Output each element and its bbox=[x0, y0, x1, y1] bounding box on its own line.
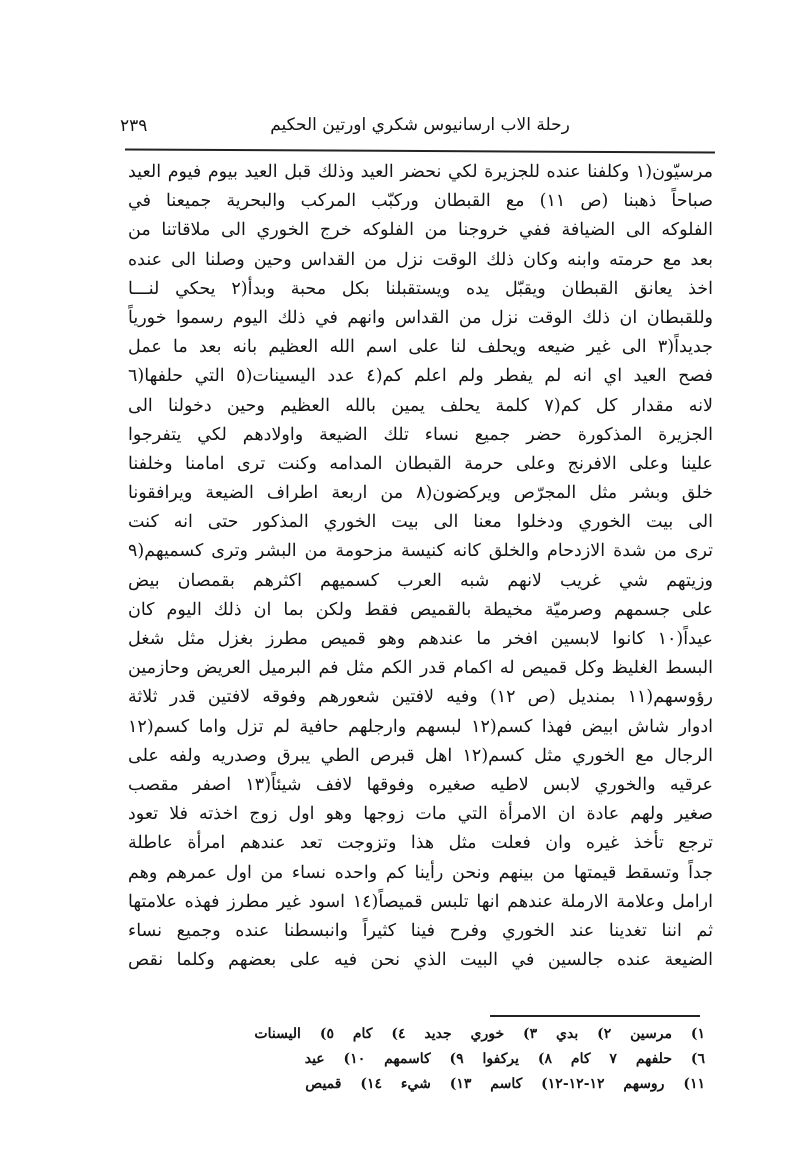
text-line: اخذ يعانق القبطان ويقبّل يده ويستقبلنا بكل محبة وبدأ(٢ يحكي لنـــا bbox=[128, 278, 713, 299]
text-line: ادوار شاش ابيض فهذا كسم(١٢ لبسهم وارجلهم حافية لم تزل واما كسم(١٢ bbox=[128, 716, 713, 737]
page-number: ٢٣٩ bbox=[120, 116, 148, 136]
text-line: الى بيت الخوري ودخلوا معنا الى بيت الخوري المذكور حتى انه كنت bbox=[128, 512, 713, 533]
footnote-rule bbox=[490, 1015, 700, 1017]
text-line: الجزيرة المذكورة حضر جميع نساء تلك الضيعة واولادهم لكي يتفرجوا bbox=[128, 424, 713, 445]
text-line: رؤوسهم(١١ بمنديل (ص ١٢) وفيه لافتين شعورهم وفوقه لافتين قدر ثلاثة bbox=[128, 687, 713, 708]
text-line: ارامل وعلامة الارملة عندهم انها تلبس قميصاً(١٤ اسود غير مطرز فهذه علامتها bbox=[128, 891, 713, 912]
footnote-line: ٦) حلفهم ٧ كام ٨) يركفوا ٩) كاسمهم ١٠) عيد bbox=[304, 1051, 705, 1067]
text-line: الضيعة عنده جالسين في البيت الذي نحن فيه على بعضهم وكلما نقص bbox=[128, 950, 713, 971]
text-line: وزيتهم شي غريب لانهم شبه العرب كسميهم اكثرهم بقمصان بيض bbox=[128, 570, 713, 591]
text-line: جداً وتسقط قيمتها من بينهم ونحن رأينا كم واحده نساء من اول عمرهم وهم bbox=[128, 862, 713, 883]
text-line: خلق وبشر مثل المجرّص ويركضون(٨ من اربعة اطراف الضيعة ويرافقونا bbox=[128, 483, 713, 504]
text-line: علينا وعلى الافرنج وعلى حرمة القبطان المدامه وكنت ترى امامنا وخلفنا bbox=[128, 453, 713, 474]
text-line: الرجال مع الخوري مثل كسم(١٢ اهل قبرص الطي يبرق وصدريه ولفه على bbox=[128, 745, 713, 766]
text-line: ثم اننا تغدينا عند الخوري وفرح فينا كثيراً وانبسطنا عنده وجميع نساء bbox=[128, 920, 713, 941]
text-line: عيداً(١٠ كانوا لابسين افخر ما عندهم وهو قميص مطرز بغزل مثل شغل bbox=[128, 629, 713, 649]
text-line: البسط الغليظ وكل قميص له اكمام قدر الكم مثل فم البرميل العريض وحازمين bbox=[128, 658, 713, 679]
footnote-line: ١) مرسين ٢) بدي ٣) خوري جديد ٤) كام ٥) اليسنات bbox=[254, 1026, 705, 1042]
text-line: بعد مع حرمته وابنه وكان ذلك الوقت نزل من القداس وحين وصلنا الى عنده bbox=[128, 249, 713, 270]
text-line: فصح العيد اي انه لم يفطر ولم اعلم كم(٤ عدد اليسينات(٥ التي حلفها(٦ bbox=[128, 366, 713, 387]
text-line: ترى من شدة الازدحام والخلق كانه كنيسة مزحومة من البشر وترى كسميهم(٩ bbox=[128, 541, 713, 562]
text-line: ترجع تأخذ غيره وان فعلت مثل هذا وتزوجت تعد عندهم امرأة عاطلة bbox=[128, 833, 713, 854]
text-line: صباحاً ذهبنا (ص ١١) مع القبطان وركبّب المركب والبحرية جميعنا في bbox=[128, 191, 713, 212]
text-line: جديداً(٣ الى غير ضيعه ويحلف لنا على اسم الله العظيم بانه بعد ما عمل bbox=[128, 337, 713, 358]
header-rule bbox=[125, 148, 715, 153]
text-line: وللقبطان ان ذلك الوقت نزل من القداس وانهم في ذلك اليوم رسموا خورياً bbox=[128, 307, 713, 328]
text-line: مرسيّون(١ وكلفنا عنده للجزيرة لكي نحضر العيد وذلك قبل العيد بيوم فيوم العيد bbox=[128, 162, 713, 182]
running-title: رحلة الاب ارسانيوس شكري اورتين الحكيم bbox=[270, 115, 570, 135]
text-line: صغير ولهم عادة ان الامرأة التي مات زوجها وهو اول زوج اخذته فلا تعود bbox=[128, 804, 713, 825]
text-line: عرقيه والخوري لابس لاطيه صغيره وفوقها لافف شيئاً(١٣ اصفر مقصب bbox=[128, 774, 713, 795]
text-line: على جسمهم وصرميّة مخيطة بالقميص فقط ولكن بما ان ذلك اليوم كان bbox=[128, 599, 713, 620]
text-line: الفلوكه الى الضيافة ففي خروجنا من الفلوكه خرج الخوري الى ملاقاتنا من bbox=[128, 220, 713, 241]
footnotes bbox=[160, 1022, 705, 1097]
text-line: لانه مقدار كل كم(٧ كلمة يحلف يمين بالله العظيم وحين دخولنا الى bbox=[128, 395, 713, 416]
footnote-line: ١١) روسهم ١٢-١٢-١٢) كاسم ١٣) شيء ١٤) قميص bbox=[305, 1076, 705, 1092]
body-text bbox=[128, 158, 713, 975]
